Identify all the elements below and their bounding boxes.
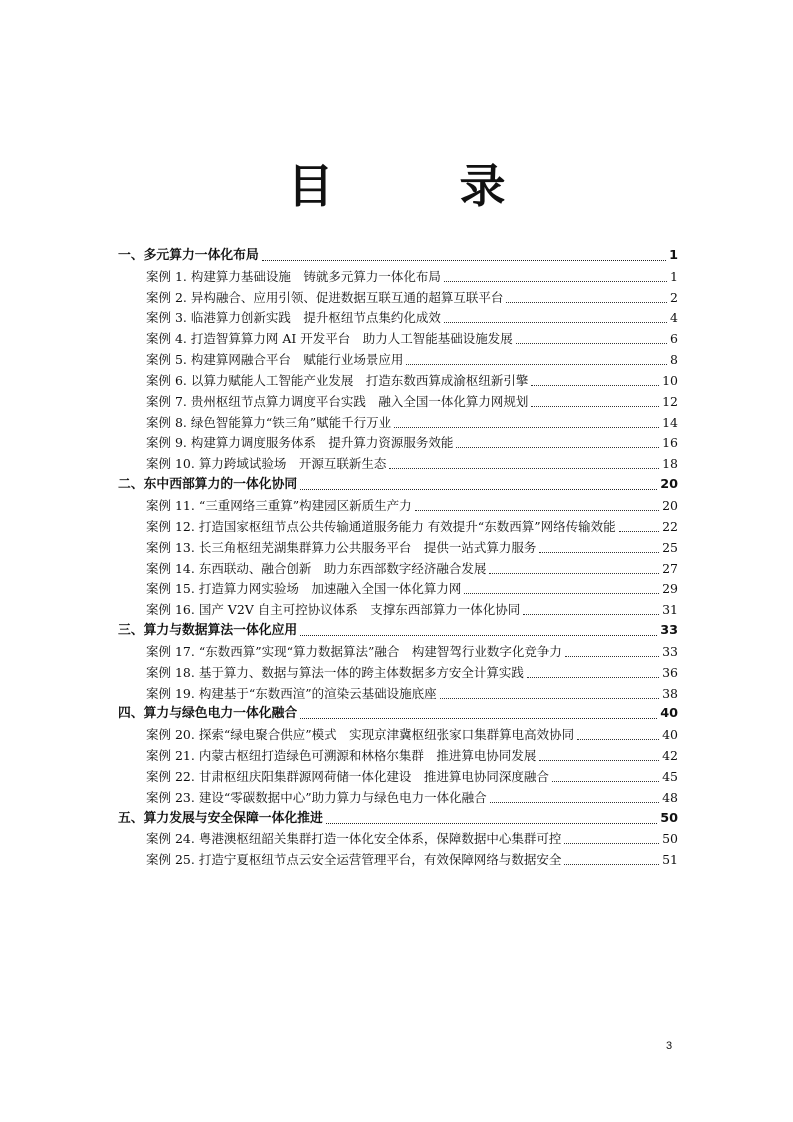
toc-entry-label: 案例 8. 绿色智能算力“铁三角”赋能千行万业 [146,414,392,430]
toc-section-entry[interactable] [118,702,678,723]
toc-entry-page: 50 [662,831,678,847]
toc-case-entry[interactable] [118,764,678,785]
toc-entry-label: 案例 22. 甘肃枢纽庆阳集群源网荷储一体化建设 推进算电协同深度融合 [146,768,549,784]
toc-dot-leader [262,259,666,261]
toc-entry-label: 一、多元算力一体化布局 [118,247,259,263]
toc-dot-leader [531,405,659,407]
toc-entry-label: 案例 15. 打造算力网实验场 加速融入全国一体化算力网 [146,581,462,597]
toc-dot-leader [490,801,659,803]
toc-entry-label: 案例 10. 算力跨域试验场 开源互联新生态 [146,456,387,472]
toc-case-entry[interactable] [118,577,678,598]
toc-entry-label: 三、算力与数据算法一体化应用 [118,623,298,639]
toc-dot-leader [415,509,659,511]
toc-entry-page: 8 [670,352,678,368]
toc-dot-leader [564,863,659,865]
toc-case-entry[interactable] [118,514,678,535]
toc-dot-leader [565,655,659,657]
toc-case-entry[interactable] [118,326,678,347]
toc-entry-page: 16 [662,435,678,451]
toc-dot-leader [300,634,657,636]
toc-entry-page: 20 [660,477,678,493]
toc-entry-label: 案例 5. 构建算网融合平台 赋能行业场景应用 [146,352,404,368]
toc-entry-page: 31 [662,602,678,618]
toc-case-entry[interactable] [118,410,678,431]
toc-dot-leader [577,738,659,740]
toc-entry-page: 1 [670,268,678,284]
toc-entry-label: 案例 2. 异构融合、应用引领、促进数据互联互通的超算互联平台 [146,289,504,305]
toc-entry-label: 案例 24. 粤港澳枢纽韶关集群打造一体化安全体系，保障数据中心集群可控 [146,831,562,847]
toc-entry-label: 二、东中西部算力的一体化协同 [118,477,298,493]
toc-entry-label: 案例 1. 构建算力基础设施 铸就多元算力一体化布局 [146,268,441,284]
toc-entry-page: 10 [662,372,678,388]
toc-entry-page: 51 [662,852,678,868]
toc-case-entry[interactable] [118,264,678,285]
toc-dot-leader [444,280,667,282]
toc-entry-label: 五、算力发展与安全保障一体化推进 [118,810,323,826]
toc-section-entry[interactable] [118,243,678,264]
toc-dot-leader [564,842,659,844]
toc-case-entry[interactable] [118,306,678,327]
toc-case-entry[interactable] [118,535,678,556]
toc-entry-label: 案例 13. 长三角枢纽芜湖集群算力公共服务平台 提供一站式算力服务 [146,539,537,555]
toc-entry-page: 33 [660,623,678,639]
toc-entry-page: 6 [670,331,678,347]
toc-section-entry[interactable] [118,618,678,639]
toc-case-entry[interactable] [118,722,678,743]
toc-entry-page: 14 [662,414,678,430]
toc-entry-label: 案例 20. 探索“绿电聚合供应”模式 实现京津冀枢纽张家口集群算电高效协同 [146,727,575,743]
toc-dot-leader [489,572,659,574]
toc-entry-label: 案例 23. 建设“零碳数据中心”助力算力与绿色电力一体化融合 [146,789,487,805]
toc-case-entry[interactable] [118,451,678,472]
toc-entry-label: 案例 19. 构建基于“东数西渲”的渲染云基础设施底座 [146,685,437,701]
toc-dot-leader [552,780,659,782]
toc-entry-page: 27 [662,560,678,576]
toc-entry-page: 36 [662,664,678,680]
toc-case-entry[interactable] [118,597,678,618]
toc-section-entry[interactable] [118,472,678,493]
toc-entry-page: 1 [669,247,678,263]
toc-dot-leader [444,321,667,323]
toc-entry-label: 案例 3. 临港算力创新实践 提升枢纽节点集约化成效 [146,310,441,326]
toc-entry-label: 案例 12. 打造国家枢纽节点公共传输通道服务能力 有效提升“东数西算”网络传输效能 [146,518,616,534]
toc-entry-label: 案例 11. “三重网络三重算”构建园区新质生产力 [146,497,412,513]
toc-dot-leader [406,363,667,365]
toc-entry-page: 50 [660,810,678,826]
toc-entry-page: 18 [662,456,678,472]
toc-dot-leader [539,759,659,761]
toc-case-entry[interactable] [118,368,678,389]
toc-dot-leader [300,488,657,490]
toc-entry-page: 25 [662,539,678,555]
toc-dot-leader [300,717,657,719]
toc-section-entry[interactable] [118,806,678,827]
toc-entry-label: 案例 18. 基于算力、数据与算法一体的跨主体数据多方安全计算实践 [146,664,524,680]
toc-dot-leader [394,426,659,428]
toc-case-entry[interactable] [118,285,678,306]
toc-dot-leader [523,613,659,615]
toc-case-entry[interactable] [118,556,678,577]
toc-entry-page: 2 [670,289,678,305]
toc-case-entry[interactable] [118,389,678,410]
toc-entry-label: 案例 9. 构建算力调度服务体系 提升算力资源服务效能 [146,435,454,451]
toc-entry-label: 案例 6. 以算力赋能人工智能产业发展 打造东数西算成渝枢纽新引擎 [146,372,529,388]
toc-case-entry[interactable] [118,493,678,514]
toc-case-entry[interactable] [118,785,678,806]
toc-entry-label: 案例 21. 内蒙古枢纽打造绿色可溯源和林格尔集群 推进算电协同发展 [146,748,537,764]
toc-case-entry[interactable] [118,347,678,368]
table-of-contents [118,243,678,868]
toc-entry-page: 38 [662,685,678,701]
toc-dot-leader [506,301,667,303]
toc-dot-leader [326,822,657,824]
toc-entry-page: 45 [662,768,678,784]
toc-entry-page: 40 [662,727,678,743]
toc-dot-leader [527,676,659,678]
toc-dot-leader [389,467,659,469]
toc-case-entry[interactable] [118,660,678,681]
toc-dot-leader [464,592,659,594]
toc-entry-label: 四、算力与绿色电力一体化融合 [118,706,298,722]
toc-entry-page: 12 [662,393,678,409]
toc-dot-leader [531,384,659,386]
toc-entry-page: 40 [660,706,678,722]
toc-case-entry[interactable] [118,827,678,848]
toc-entry-page: 4 [670,310,678,326]
toc-dot-leader [516,342,667,344]
toc-case-entry[interactable] [118,681,678,702]
toc-entry-label: 案例 4. 打造智算算力网 AI 开发平台 助力人工智能基础设施发展 [146,331,513,347]
toc-entry-page: 20 [662,497,678,513]
toc-dot-leader [539,551,659,553]
toc-case-entry[interactable] [118,431,678,452]
toc-entry-label: 案例 14. 东西联动、融合创新 助力东西部数字经济融合发展 [146,560,487,576]
toc-case-entry[interactable] [118,743,678,764]
toc-case-entry[interactable] [118,847,678,868]
toc-dot-leader [456,446,659,448]
toc-dot-leader [619,530,660,532]
toc-entry-page: 42 [662,748,678,764]
toc-case-entry[interactable] [118,639,678,660]
toc-entry-label: 案例 17. “东数西算”实现“算力数据算法”融合 构建智驾行业数字化竞争力 [146,643,562,659]
toc-entry-label: 案例 7. 贵州枢纽节点算力调度平台实践 融入全国一体化算力网规划 [146,393,529,409]
toc-dot-leader [440,697,659,699]
toc-entry-page: 48 [662,789,678,805]
toc-entry-label: 案例 16. 国产 V2V 自主可控协议体系 支撑东西部算力一体化协同 [146,602,521,618]
toc-entry-page: 29 [662,581,678,597]
page-title: 目 录 [287,159,546,213]
toc-entry-page: 22 [662,518,678,534]
toc-entry-label: 案例 25. 打造宁夏枢纽节点云安全运营管理平台，有效保障网络与数据安全 [146,852,562,868]
page-number: 3 [666,1040,673,1052]
toc-entry-page: 33 [662,643,678,659]
